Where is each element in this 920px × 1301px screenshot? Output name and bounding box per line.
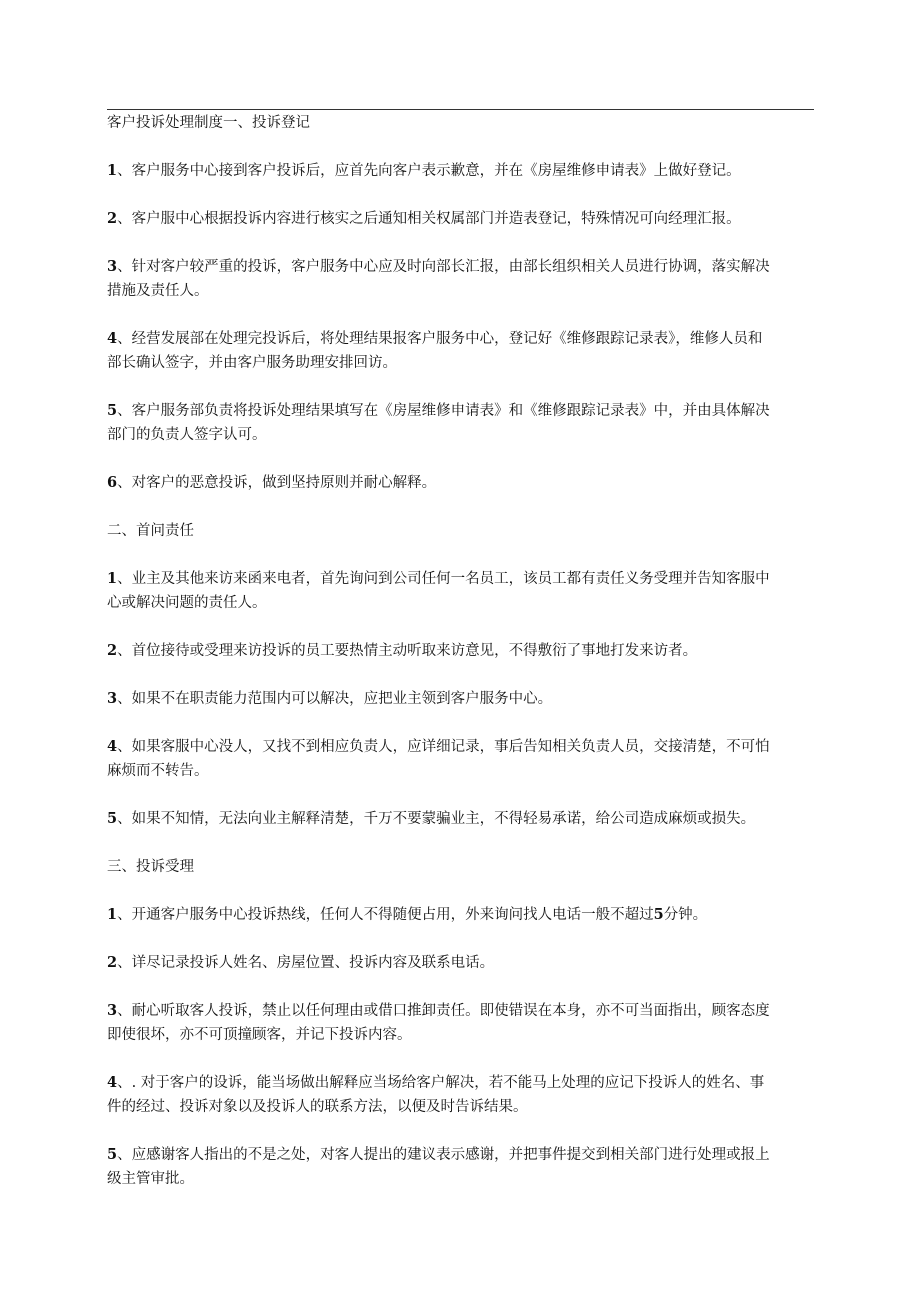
item-number: 1 — [107, 906, 118, 923]
item-text: 、针对客户较严重的投诉，客户服务中心应及时向部长汇报，由部长组织相关人员进行协调，落实解决 — [117, 259, 770, 275]
list-item — [107, 327, 814, 375]
item-text: 分钟。 — [663, 907, 708, 923]
document-body — [107, 111, 814, 1215]
item-text: 、耐心听取客人投诉，禁止以任何理由或借口推卸责任。即使错误在本身，亦不可当面指出，顾客态度 — [117, 1003, 770, 1019]
list-item — [107, 255, 814, 303]
item-text: 、对客户的恶意投诉，做到坚持原则并耐心解释。 — [117, 475, 437, 491]
item-text: 、如果客服中心没人，又找不到相应负责人，应详细记录，事后告知相关负责人员，交接清楚，不可怕 — [117, 739, 770, 755]
list-item — [107, 159, 814, 183]
item-text: 、如果不知情，无法向业主解释清楚，千万不要蒙骗业主，不得轻易承诺，给公司造成麻烦或损失。 — [117, 811, 756, 827]
item-number: 2 — [107, 954, 118, 971]
section-heading: 三、投诉受理 — [107, 859, 194, 875]
item-text: 、经营发展部在处理完投诉后，将处理结果报客户服务中心，登记好《维修跟踪记录表》，维修人员和 — [117, 331, 763, 347]
list-item — [107, 735, 814, 783]
item-number: 5 — [107, 1146, 118, 1163]
item-text-continued: 心或解决问题的责任人。 — [107, 595, 267, 611]
item-text: 、首位接待或受理来访投诉的员工要热情主动听取来访意见，不得敷衍了事地打发来访者。 — [117, 643, 698, 659]
list-item — [107, 567, 814, 615]
item-text-continued: 措施及责任人。 — [107, 283, 209, 299]
list-item — [107, 1143, 814, 1191]
item-number: 1 — [107, 570, 118, 587]
item-number: 4 — [107, 1074, 118, 1091]
item-text-continued: 麻烦而不转告。 — [107, 763, 209, 779]
header-rule — [107, 109, 814, 110]
item-text: 、客户服务部负责将投诉处理结果填写在《房屋维修申请表》和《维修跟踪记录表》中，并由具体解决 — [117, 403, 770, 419]
list-item — [107, 903, 814, 927]
list-item — [107, 471, 814, 495]
item-number: 2 — [107, 210, 118, 227]
list-item — [107, 999, 814, 1047]
list-item — [107, 687, 814, 711]
item-number: 2 — [107, 642, 118, 659]
list-item — [107, 1071, 814, 1119]
item-number: 5 — [107, 810, 118, 827]
item-number: 5 — [107, 402, 118, 419]
item-text: 、如果不在职责能力范围内可以解决，应把业主领到客户服务中心。 — [117, 691, 553, 707]
list-item — [107, 807, 814, 831]
item-text-continued: 即使很坏，亦不可顶撞顾客，并记下投诉内容。 — [107, 1027, 412, 1043]
emphasized-number: 5 — [653, 906, 664, 923]
item-text-continued: 级主管审批。 — [107, 1171, 194, 1187]
document-title: 客户投诉处理制度一、投诉登记 — [107, 115, 310, 131]
item-text: 、应感谢客人指出的不是之处，对客人提出的建议表示感谢，并把事件提交到相关部门进行处理或报上 — [117, 1147, 770, 1163]
item-number: 3 — [107, 258, 118, 275]
item-number: 4 — [107, 330, 118, 347]
section-heading: 二、首问责任 — [107, 523, 194, 539]
item-text-continued: 件的经过、投诉对象以及投诉人的联系方法，以便及时告诉结果。 — [107, 1099, 528, 1115]
item-text: 、开通客户服务中心投诉热线，任何人不得随便占用，外来询问找人电话一般不超过 — [117, 907, 654, 923]
item-number: 1 — [107, 162, 118, 179]
item-number: 6 — [107, 474, 118, 491]
item-text: 、客户服中心根据投诉内容进行核实之后通知相关权属部门并造表登记，特殊情况可向经理汇报。 — [117, 211, 741, 227]
item-number: 4 — [107, 738, 118, 755]
item-text-continued: 部门的负责人签字认可。 — [107, 427, 267, 443]
item-text: 、业主及其他来访来函来电者，首先询问到公司任何一名员工，该员工都有责任义务受理并告知客服中 — [117, 571, 770, 587]
list-item — [107, 207, 814, 231]
item-text: 、. 对于客户的设诉，能当场做出解释应当场给客户解决，若不能马上处理的应记下投诉人的姓名、事 — [117, 1075, 765, 1091]
item-text: 、客户服务中心接到客户投诉后，应首先向客户表示歉意，并在《房屋维修申请表》上做好登记。 — [117, 163, 741, 179]
list-item — [107, 951, 814, 975]
item-number: 3 — [107, 690, 118, 707]
item-text-continued: 部长确认签字，并由客户服务助理安排回访。 — [107, 355, 397, 371]
item-number: 3 — [107, 1002, 118, 1019]
list-item — [107, 639, 814, 663]
item-text: 、详尽记录投诉人姓名、房屋位置、投诉内容及联系电话。 — [117, 955, 495, 971]
list-item — [107, 399, 814, 447]
